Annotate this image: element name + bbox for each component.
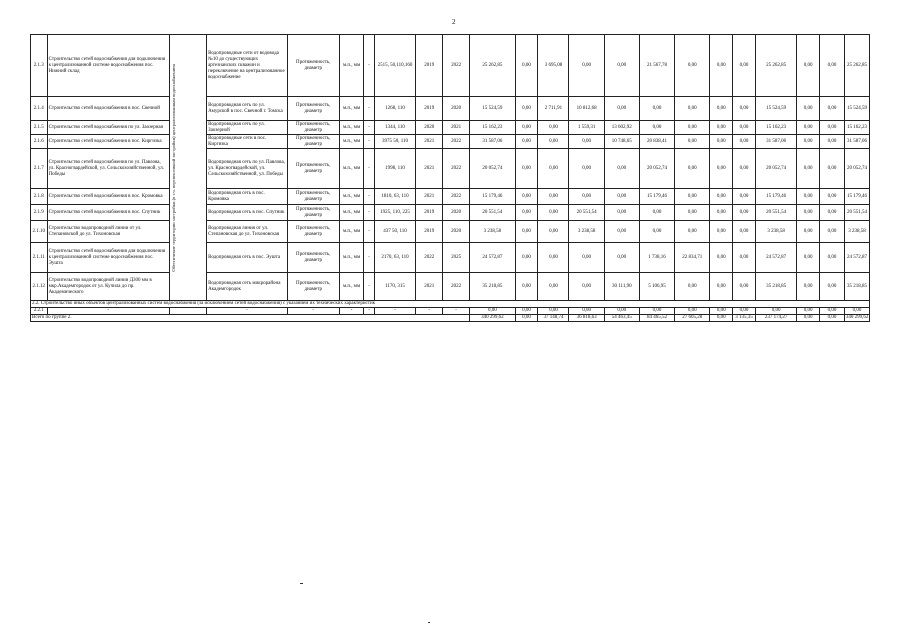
empty-value: - [364,121,374,135]
amount-cell: 0,00 [797,221,820,243]
amount-cell: 0,00 [710,243,733,273]
amount-cell: 0,00 [675,273,710,301]
empty-value: - [364,308,374,315]
scan-mark [300,583,303,584]
amount-cell: 0,00 [515,135,538,149]
investment-table [30,34,870,322]
object-description: Водопроводная сеть по ул. Павлова, ул. Красногвардейской, ул. Сельскохозяйственной, ул. Победы [207,149,288,189]
section-title: 2.2. Строительство иных объектов централизованных систем водоснабжения (за исключением сетей водоснабжения) с указанием их технических характеристик [31,301,870,308]
amount-cell: 0,00 [639,97,674,121]
parameter: Протяженность, диаметр [287,189,339,205]
amount-cell: 15 179,46 [470,189,516,205]
end-year: 2020 [443,221,470,243]
empty-value: - [207,308,288,315]
amount-cell: 0,00 [675,221,710,243]
amount-cell: 2 711,91 [538,97,569,121]
row-number: 2.2.1 [31,308,48,315]
total-amount: 0,00 [710,315,733,322]
parameter: Протяженность, диаметр [287,97,339,121]
amount-cell: 0,00 [797,189,820,205]
total-amount: 37 148,74 [538,315,569,322]
amount-cell: 0,00 [710,273,733,301]
parameter-value: 437 50, 110 [374,221,415,243]
amount-cell: 0,00 [797,149,820,189]
amount-cell: 0,00 [569,273,604,301]
row-number: 2.1.7 [31,149,48,189]
amount-cell: 0,00 [675,135,710,149]
parameter-value: 1170, 315 [374,273,415,301]
amount-cell: 0,00 [470,308,516,315]
amount-cell: 0,00 [604,97,639,121]
measure-name: Строительство сетей водоснабжения в пос. Киргизка [47,135,169,149]
amount-cell: 0,00 [797,205,820,221]
amount-cell: 35 218,85 [755,273,796,301]
amount-cell: 0,00 [538,149,569,189]
amount-cell: 0,00 [733,121,756,135]
amount-cell: 0,00 [604,221,639,243]
amount-cell: 15 162,23 [470,121,516,135]
amount-cell: 0,00 [710,308,733,315]
table-row [31,221,870,243]
table-row [31,243,870,273]
amount-cell: 0,00 [515,243,538,273]
amount-cell: 0,00 [797,273,820,301]
goal-cell [169,308,206,315]
unit: м.п., мм [339,149,364,189]
row-number: 2.1.9 [31,205,48,221]
parameter: Протяженность, диаметр [287,221,339,243]
amount-cell: 20 052,74 [470,149,516,189]
end-year: 2020 [443,205,470,221]
row-number: 2.1.10 [31,221,48,243]
section-header-row [31,301,870,308]
empty-value: - [364,35,374,97]
amount-cell: 0,00 [733,205,756,221]
object-description: Водопроводные сети в пос. Киргизка [207,135,288,149]
amount-cell: 0,00 [604,149,639,189]
object-description: Водопроводная сеть по ул. Заозерной [207,121,288,135]
amount-cell: 0,00 [733,273,756,301]
parameter-value: 2515, 50,110,160 [374,35,415,97]
amount-cell: 0,00 [710,189,733,205]
amount-cell: 0,00 [639,221,674,243]
start-year: 2021 [416,189,443,205]
amount-cell: 20 551,54 [470,205,516,221]
amount-cell: 25 262,85 [755,35,796,97]
table-row [31,149,870,189]
amount-cell: 0,00 [820,221,845,243]
total-amount: 27 605,28 [675,315,710,322]
table-row [31,308,870,315]
empty-value: - [339,308,364,315]
parameter: Протяженность, диаметр [287,149,339,189]
amount-cell: 30 111,90 [604,273,639,301]
empty-value: - [416,308,443,315]
total-label: Всего по группе 2. [31,315,470,322]
parameter: Протяженность, диаметр [287,205,339,221]
amount-cell: 0,00 [710,221,733,243]
parameter-value: 1998, 110 [374,149,415,189]
amount-cell: 0,00 [675,97,710,121]
amount-cell: 35 218,85 [844,273,869,301]
object-description: Водопроводная линия от ул. Степановская до ул. Тихоновская [207,221,288,243]
amount-cell: 0,00 [675,205,710,221]
table-row [31,35,870,97]
amount-cell: 15 179,46 [755,189,796,205]
unit: м.п., мм [339,189,364,205]
total-amount: 84 465,52 [639,315,674,322]
amount-cell: 1 738,16 [639,243,674,273]
end-year: 2022 [443,273,470,301]
object-description: Водопроводная сеть в пос. Кромовка [207,189,288,205]
empty-value: - [443,308,470,315]
amount-cell: 10 812,68 [569,97,604,121]
parameter-value: 1810, 63, 110 [374,189,415,205]
amount-cell: 20 838,41 [639,135,674,149]
empty-value: - [364,97,374,121]
total-amount: 237 174,27 [755,315,796,322]
unit: м.п., мм [339,35,364,97]
amount-cell: 0,00 [710,121,733,135]
unit: м.п., мм [339,243,364,273]
amount-cell: 0,00 [515,121,538,135]
amount-cell: 0,00 [569,243,604,273]
amount-cell: 0,00 [538,243,569,273]
object-description: Водопроводные сети от водовода №10 до существующих артезианских скважин и переключение на централизованное водоснабжение [207,35,288,97]
amount-cell: 0,00 [515,273,538,301]
amount-cell: 3 238,58 [470,221,516,243]
amount-cell: 31 587,06 [755,135,796,149]
goal-label: Обеспечение территории застройки (в т.ч. перспективной застройки) централизованным водоснабжением [170,63,176,272]
amount-cell: 22 834,71 [675,243,710,273]
amount-cell: 0,00 [538,308,569,315]
amount-cell: 0,00 [569,308,604,315]
unit: м.п., мм [339,135,364,149]
amount-cell: 0,00 [710,35,733,97]
start-year: 2020 [416,121,443,135]
row-number: 2.1.4 [31,97,48,121]
unit: м.п., мм [339,273,364,301]
amount-cell: 0,00 [733,35,756,97]
parameter-value: 3975 50, 110 [374,135,415,149]
amount-cell: 0,00 [515,97,538,121]
amount-cell: 0,00 [538,221,569,243]
amount-cell: 0,00 [604,205,639,221]
amount-cell: 31 587,06 [844,135,869,149]
table-row [31,121,870,135]
amount-cell: 0,00 [797,121,820,135]
table-row [31,97,870,121]
total-amount: 0,00 [820,315,845,322]
amount-cell: 0,00 [820,135,845,149]
amount-cell: 0,00 [797,35,820,97]
amount-cell: 0,00 [604,35,639,97]
amount-cell: 0,00 [710,97,733,121]
total-amount: 3 135,35 [733,315,756,322]
amount-cell: 0,00 [820,189,845,205]
amount-cell: 0,00 [733,135,756,149]
amount-cell: 0,00 [820,308,845,315]
unit: м.п., мм [339,97,364,121]
amount-cell: 0,00 [515,308,538,315]
amount-cell: 3 238,58 [569,221,604,243]
amount-cell: 0,00 [538,205,569,221]
end-year: 2022 [443,35,470,97]
measure-name: - [47,308,169,315]
parameter: Протяженность, диаметр [287,135,339,149]
amount-cell: 0,00 [639,308,674,315]
end-year: 2025 [443,243,470,273]
table-row [31,135,870,149]
amount-cell: 0,00 [515,189,538,205]
amount-cell: 0,00 [710,149,733,189]
row-number: 2.1.12 [31,273,48,301]
empty-value: - [364,273,374,301]
amount-cell: 21 567,78 [639,35,674,97]
amount-cell: 10 748,65 [604,135,639,149]
amount-cell: 0,00 [820,35,845,97]
amount-cell: 3 695,08 [538,35,569,97]
end-year: 2022 [443,149,470,189]
amount-cell: 0,00 [755,308,796,315]
amount-cell: 0,00 [675,308,710,315]
amount-cell: 0,00 [569,35,604,97]
amount-cell: 3 238,58 [844,221,869,243]
object-description: Водопроводная сеть микрорайона Академгородок [207,273,288,301]
amount-cell: 5 106,95 [639,273,674,301]
measure-name: Строительство водопроводной линии от ул. Степановской до ул. Тихоновская [47,221,169,243]
amount-cell: 0,00 [710,135,733,149]
amount-cell: 25 262,85 [844,35,869,97]
amount-cell: 31 587,06 [470,135,516,149]
page-number: 2 [452,18,456,26]
total-amount: 340 299,62 [845,315,869,320]
measure-name: Строительство водопроводной линии Д300 мм в мкр.Академгородок от ул. Кучила до пр. Академического [47,273,169,301]
amount-cell: 0,00 [515,205,538,221]
total-amount: 36 818,63 [569,315,604,322]
amount-cell: 0,00 [604,189,639,205]
parameter-value: 1925, 110, 225 [374,205,415,221]
empty-value: - [364,221,374,243]
row-number: 2.1.8 [31,189,48,205]
parameter: Протяженность, диаметр [287,273,339,301]
measure-name: Строительство сетей водоснабжения в пос. Свечной [47,97,169,121]
amount-cell: 20 052,74 [755,149,796,189]
parameter: Протяженность, диаметр [287,243,339,273]
parameter-value: 1344, 110 [374,121,415,135]
object-description: Водопроводная сеть в пос. Эушта [207,243,288,273]
amount-cell: 24 572,87 [844,243,869,273]
amount-cell: 0,00 [844,308,869,315]
empty-value: - [364,135,374,149]
amount-cell: 0,00 [797,135,820,149]
empty-value: - [287,308,339,315]
amount-cell: 0,00 [733,97,756,121]
amount-cell: 15 179,46 [844,189,869,205]
amount-cell: 0,00 [710,205,733,221]
measure-name: Строительство сетей водоснабжения в пос. Кромовка [47,189,169,205]
amount-cell: 25 262,85 [470,35,516,97]
table-row [31,273,870,301]
amount-cell: 0,00 [538,273,569,301]
unit: м.п., мм [339,205,364,221]
amount-cell: 0,00 [515,221,538,243]
amount-cell: 0,00 [733,221,756,243]
amount-cell: 0,00 [515,35,538,97]
amount-cell: 15 524,59 [470,97,516,121]
start-year: 2019 [416,97,443,121]
row-number: 2.1.3 [31,35,48,97]
empty-value: - [364,149,374,189]
total-amount: 340 299,62 [470,315,516,322]
amount-cell: 0,00 [675,189,710,205]
amount-cell: 15 162,23 [755,121,796,135]
measure-name: Строительство сетей водоснабжения для подключения к централизованной системе водоснабжения пос. Эушта [47,243,169,273]
goal-cell [169,35,206,301]
measure-name: Строительство сетей водоснабжения по ул. Павлова, ул. Красногвардейской, ул. Сельскохозяйственной, ул. Победы [47,149,169,189]
amount-cell: 1 559,31 [569,121,604,135]
parameter-value: 1268, 110 [374,97,415,121]
amount-cell: 0,00 [797,243,820,273]
amount-cell: 15 162,23 [844,121,869,135]
scan-mark [428,622,430,623]
amount-cell: 24 572,87 [755,243,796,273]
start-year: 2021 [416,135,443,149]
row-number: 2.1.5 [31,121,48,135]
start-year: 2021 [416,149,443,189]
end-year: 2022 [443,135,470,149]
amount-cell: 0,00 [733,189,756,205]
amount-cell: 0,00 [569,135,604,149]
empty-value: - [364,189,374,205]
total-amount: 0,00 [797,315,820,322]
amount-cell: 0,00 [820,121,845,135]
amount-cell: 15 524,59 [844,97,869,121]
amount-cell: 0,00 [604,308,639,315]
amount-cell: 20 052,74 [639,149,674,189]
empty-value: - [364,243,374,273]
amount-cell: 0,00 [820,273,845,301]
start-year: 2019 [416,35,443,97]
parameter: Протяженность, диаметр [287,35,339,97]
object-description: Водопроводная сеть по ул. Амурской в пос. Свечной г. Томска [207,97,288,121]
amount-cell: 15 524,59 [755,97,796,121]
amount-cell: 35 218,85 [470,273,516,301]
amount-cell: 15 179,46 [639,189,674,205]
amount-cell: 0,00 [675,121,710,135]
start-year: 2021 [416,273,443,301]
measure-name: Строительство сетей водоснабжения по ул. Заозерная [47,121,169,135]
amount-cell: 0,00 [538,135,569,149]
empty-value: - [374,308,415,315]
table-row [31,189,870,205]
total-row [31,315,870,322]
amount-cell: 20 052,74 [844,149,869,189]
total-amount: 54 463,45 [604,315,639,322]
amount-cell: 0,00 [733,308,756,315]
amount-cell: 0,00 [675,149,710,189]
amount-cell: 0,00 [604,243,639,273]
amount-cell: 0,00 [820,205,845,221]
amount-cell: 0,00 [538,189,569,205]
start-year: 2019 [416,205,443,221]
amount-cell: 0,00 [675,35,710,97]
amount-cell: 0,00 [733,149,756,189]
amount-cell: 13 602,92 [604,121,639,135]
amount-cell: 0,00 [515,149,538,189]
amount-cell: 0,00 [733,243,756,273]
amount-cell: 0,00 [639,205,674,221]
start-year: 2022 [416,243,443,273]
amount-cell: 20 551,54 [569,205,604,221]
amount-cell: 0,00 [639,121,674,135]
amount-cell: 0,00 [538,121,569,135]
end-year: 2021 [443,121,470,135]
parameter-value: 2170, 63, 110 [374,243,415,273]
amount-cell: 3 238,58 [755,221,796,243]
unit: м.п., мм [339,221,364,243]
amount-cell: 0,00 [797,308,820,315]
start-year: 2019 [416,221,443,243]
amount-cell: 0,00 [797,97,820,121]
end-year: 2022 [443,189,470,205]
amount-cell: 20 551,54 [755,205,796,221]
parameter: Протяженность, диаметр [287,121,339,135]
total-amount: 0,00 [515,315,538,322]
row-number: 2.1.11 [31,243,48,273]
row-number: 2.1.6 [31,135,48,149]
amount-cell: 24 572,87 [470,243,516,273]
measure-name: Строительство сетей водоснабжения для подключения к централизованной системе водоснабжения пос. Нижний склад [47,35,169,97]
object-description: Водопроводная сеть в пос. Спутник [207,205,288,221]
empty-value: - [364,205,374,221]
amount-cell: 20 551,54 [844,205,869,221]
amount-cell: 0,00 [569,189,604,205]
amount-cell: 0,00 [569,149,604,189]
amount-cell: 0,00 [820,243,845,273]
table-row [31,205,870,221]
amount-cell: 0,00 [820,149,845,189]
unit: м.п., мм [339,121,364,135]
end-year: 2020 [443,97,470,121]
measure-name: Строительство сетей водоснабжения в пос. Спутник [47,205,169,221]
amount-cell: 0,00 [820,97,845,121]
